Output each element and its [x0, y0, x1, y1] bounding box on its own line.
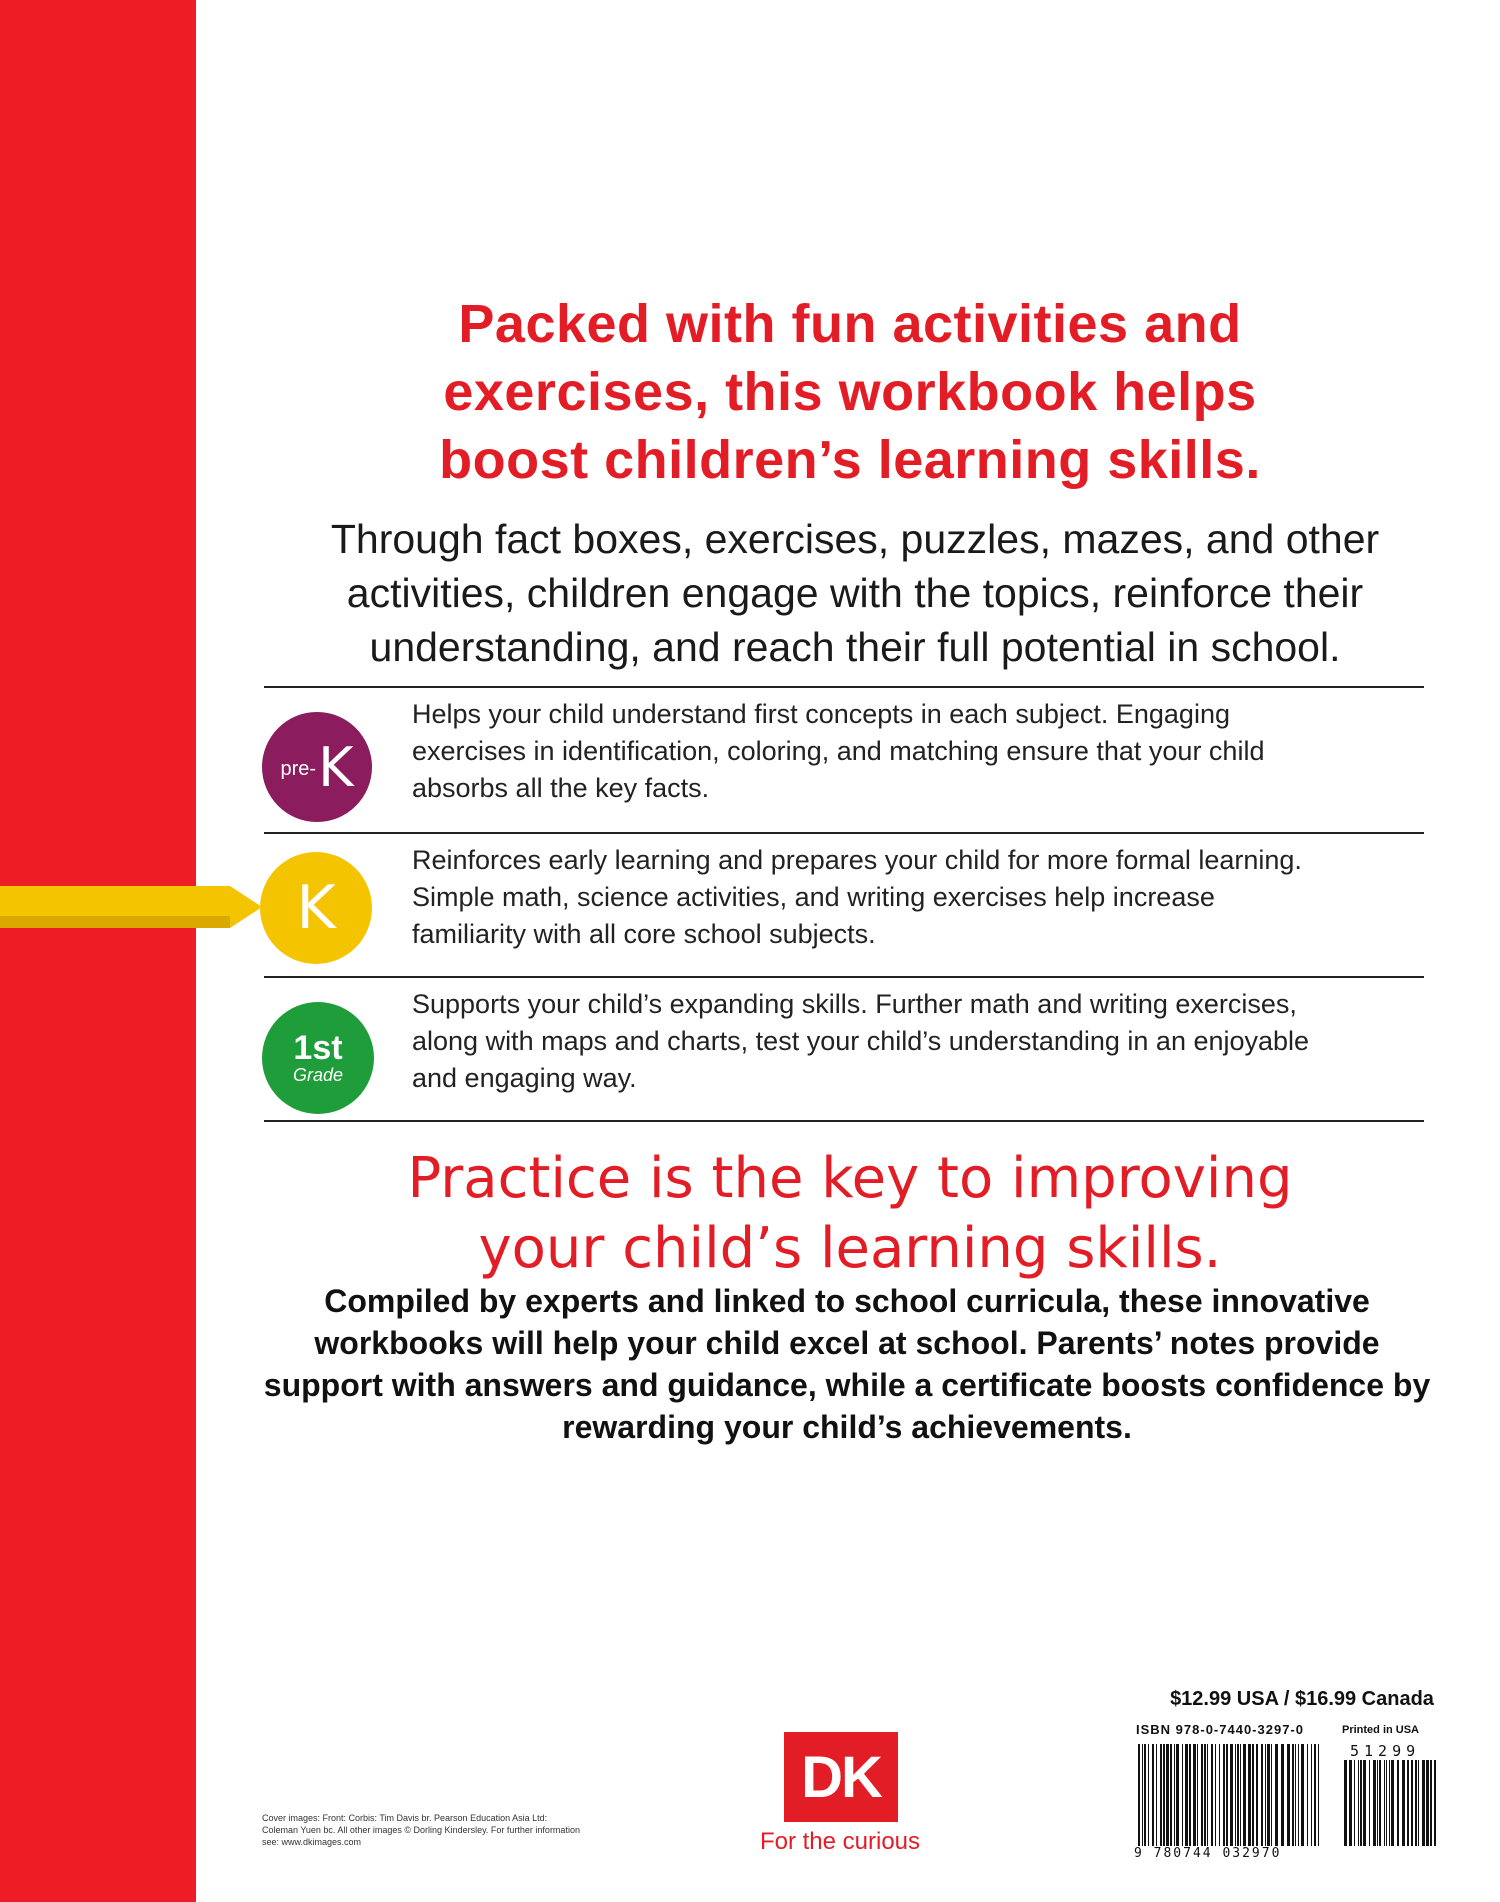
badge-number: 1st	[293, 1029, 343, 1067]
price-label: $12.99 USA / $16.99 Canada	[1170, 1688, 1434, 1710]
isbn-label: ISBN 978-0-7440-3297-0	[1136, 1722, 1304, 1737]
intro-paragraph: Through fact boxes, exercises, puzzles, mazes, and other activities, children engage with the topics, reinforce their understanding, and reach their full potential in school.	[330, 516, 1380, 670]
isbn-barcode	[1138, 1744, 1322, 1846]
badge-prefix: pre-	[280, 757, 317, 780]
headline	[330, 290, 1370, 494]
red-side-band	[0, 0, 196, 1902]
price-barcode	[1344, 1760, 1436, 1846]
divider	[264, 976, 1424, 978]
k-badge	[260, 852, 372, 964]
first-grade-badge	[262, 1002, 374, 1114]
compiled-paragraph: Compiled by experts and linked to school curricula, these innovative workbooks will help your child excel at school. Parents’ notes provide support with answers and guidance, while a certificate boosts confidence by rewarding your child’s achievements.	[263, 1283, 1431, 1445]
slogan-line: your child’s learning skills.	[478, 1216, 1222, 1281]
headline-line: boost children’s learning skills.	[439, 430, 1261, 490]
printed-in-label: Printed in USA	[1342, 1724, 1420, 1736]
headline-line: exercises, this workbook helps	[443, 362, 1257, 422]
badge-grade: Grade	[292, 1065, 344, 1085]
pre-k-description: Helps your child understand first concepts in each subject. Engaging exercises in identification, coloring, and matching ensure that your child absorbs all the key facts.	[412, 699, 1265, 803]
slogan	[330, 1144, 1370, 1284]
publisher-tagline: For the curious	[759, 1828, 921, 1855]
cover-credits: Cover images: Front: Corbis: Tim Davis br. Pearson Education Asia Ltd: Coleman Yuen bc. All other images © Dorling Kindersley. For further information see: www.dkimages.com	[262, 1813, 580, 1847]
barcode-number: 9 780744 032970	[1134, 1846, 1282, 1861]
slogan-line: Practice is the key to improving	[407, 1146, 1293, 1211]
divider	[264, 832, 1424, 834]
divider	[264, 686, 1424, 688]
headline-line: Packed with fun activities and	[458, 294, 1242, 354]
barcode-addon-number: 51299	[1350, 1742, 1421, 1760]
first-grade-description: Supports your child’s expanding skills. Further math and writing exercises, along with maps and charts, test your child’s understanding in an enjoyable and engaging way.	[412, 989, 1310, 1093]
k-level-arrow	[0, 878, 270, 936]
dk-logo: DK	[784, 1732, 898, 1822]
divider	[264, 1120, 1424, 1122]
pre-k-badge	[262, 712, 372, 822]
badge-letter: K	[296, 873, 336, 943]
k-description: Reinforces early learning and prepares your child for more formal learning. Simple math, science activities, and writing exercises help increase familiarity with all core school subjects.	[412, 845, 1302, 949]
badge-letter: K	[318, 735, 354, 799]
